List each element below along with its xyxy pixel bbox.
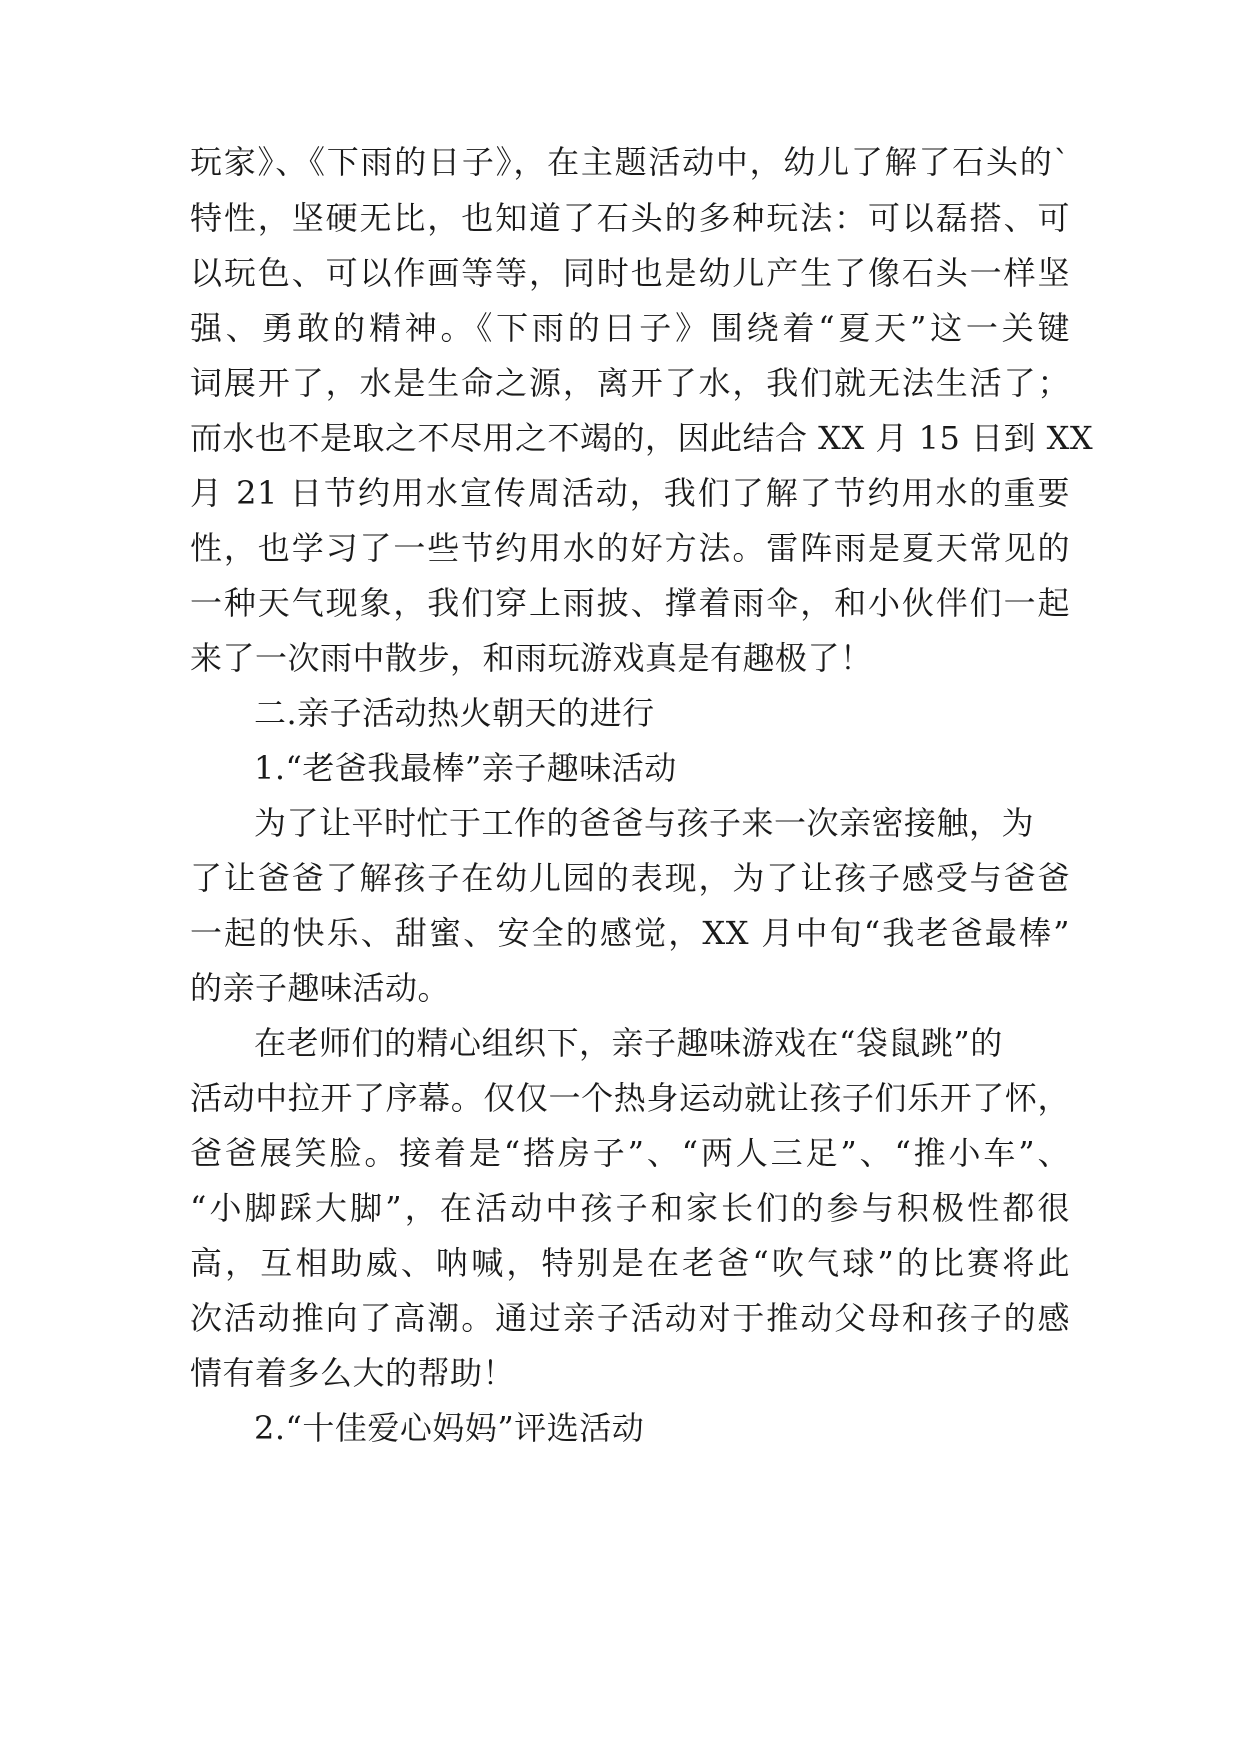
section-heading: 二.亲子活动热火朝天的进行 bbox=[254, 694, 655, 732]
subsection-heading: 2.“十佳爱心妈妈”评选活动 bbox=[254, 1409, 645, 1447]
body-text-line: 高，互相助威、呐喊，特别是在老爸“吹气球”的比赛将此 bbox=[190, 1244, 1070, 1282]
body-text-line: 了让爸爸了解孩子在幼儿园的表现，为了让孩子感受与爸爸 bbox=[190, 859, 1070, 897]
subsection-heading: 1.“老爸我最棒”亲子趣味活动 bbox=[254, 749, 677, 787]
body-text-line: 词展开了，水是生命之源，离开了水，我们就无法生活了； bbox=[190, 364, 1070, 402]
body-text-line: 一种天气现象，我们穿上雨披、撑着雨伞，和小伙伴们一起 bbox=[190, 584, 1070, 622]
body-text-line: 来了一次雨中散步，和雨玩游戏真是有趣极了！ bbox=[190, 639, 873, 677]
paragraph-first-line: 为了让平时忙于工作的爸爸与孩子来一次亲密接触，为 bbox=[254, 804, 1035, 842]
body-text-line: 特性，坚硬无比，也知道了石头的多种玩法：可以磊搭、可 bbox=[190, 199, 1070, 237]
body-text-line: 而水也不是取之不尽用之不竭的，因此结合 XX 月 15 日到 XX bbox=[190, 419, 1094, 457]
body-text-line: “小脚踩大脚”，在活动中孩子和家长们的参与积极性都很 bbox=[190, 1189, 1070, 1227]
body-text-line: 性，也学习了一些节约用水的好方法。雷阵雨是夏天常见的 bbox=[190, 529, 1070, 567]
body-text-line: 一起的快乐、甜蜜、安全的感觉，XX 月中旬“我老爸最棒” bbox=[190, 914, 1070, 952]
body-text-line: 以玩色、可以作画等等，同时也是幼儿产生了像石头一样坚 bbox=[190, 254, 1070, 292]
body-text-line: 爸爸展笑脸。接着是“搭房子”、“两人三足”、“推小车”、 bbox=[190, 1134, 1070, 1172]
body-text-line: 活动中拉开了序幕。仅仅一个热身运动就让孩子们乐开了怀， bbox=[190, 1079, 1070, 1117]
body-text-line: 强、勇敢的精神。《下雨的日子》围绕着“夏天”这一关键 bbox=[190, 309, 1070, 347]
body-text-line: 的亲子趣味活动。 bbox=[190, 969, 451, 1007]
body-text-line: 玩家》、《下雨的日子》，在主题活动中，幼儿了解了石头的` bbox=[190, 143, 1070, 181]
body-text-line: 月 21 日节约用水宣传周活动，我们了解了节约用水的重要 bbox=[190, 474, 1070, 512]
paragraph-first-line: 在老师们的精心组织下，亲子趣味游戏在“袋鼠跳”的 bbox=[254, 1024, 1003, 1062]
body-text-line: 情有着多么大的帮助！ bbox=[190, 1354, 516, 1392]
body-text-line: 次活动推向了高潮。通过亲子活动对于推动父母和孩子的感 bbox=[190, 1299, 1070, 1337]
